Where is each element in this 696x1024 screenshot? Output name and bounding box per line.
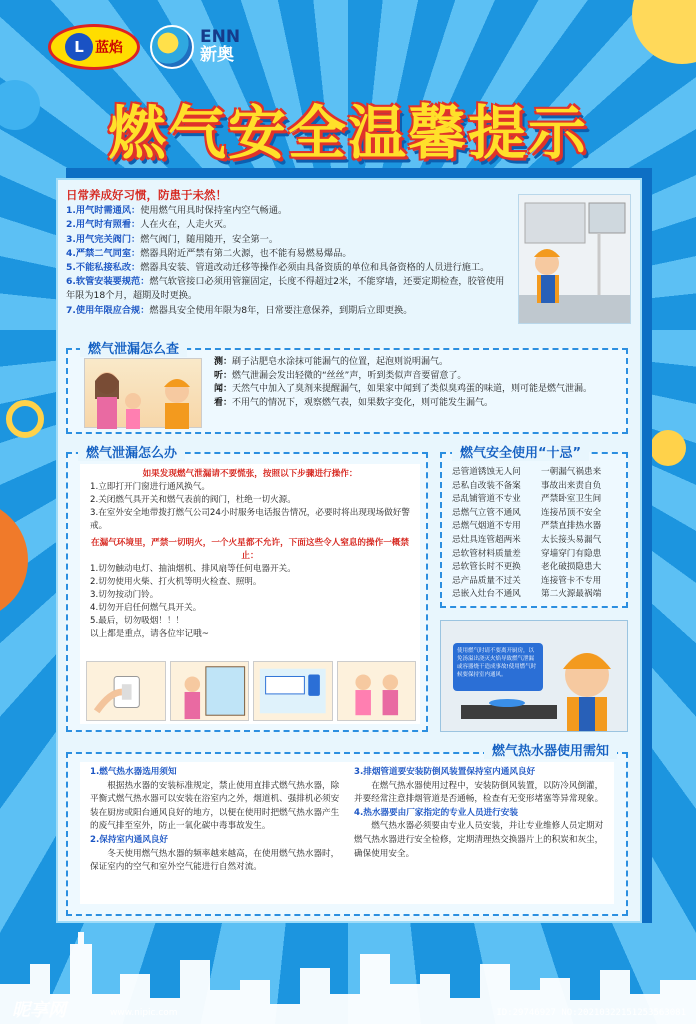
- habit-key: 2.用气时有照看：: [66, 219, 141, 231]
- enn-logo: [150, 24, 240, 70]
- open-window-icon: [171, 662, 249, 720]
- habits-section: [66, 188, 510, 318]
- leak-action-warning-1: 如果发现燃气泄漏请不要慌张，按照以下步骤进行操作：: [142, 469, 358, 479]
- lanyan-logo-mark: L: [65, 33, 93, 61]
- leak-check-item: [214, 356, 614, 370]
- leak-check-text: 天然气中加入了臭剂来提醒漏气，如果家中闻到了类似臭鸡蛋的味道，则可能是燃气泄漏。: [232, 384, 593, 394]
- heater-text: 燃气热水器必须要由专业人员安装，并让专业维修人员定期对燃气热水器进行安全检修，定期清理热交换器片上的积炭和灰尘，确保使用安全。: [354, 821, 604, 859]
- heater-heading: 2.保持室内通风良好: [90, 834, 168, 845]
- leak-check-key: 看：: [214, 397, 233, 408]
- taboo-item-right: 严禁直排热水器: [541, 521, 602, 532]
- taboo-item-left: 忌软管长时不更换: [452, 562, 521, 573]
- taboo-title: 燃气安全使用“十忌”: [452, 442, 589, 461]
- lanyan-logo: [48, 24, 140, 70]
- leak-check-key: 听：: [214, 370, 233, 381]
- habit-key: 3.用气完关阀门：: [66, 233, 141, 245]
- leak-action-step: 3.切勿按动门铃。: [90, 590, 159, 600]
- taboo-item-right: 穿墙穿门有隐患: [541, 548, 602, 559]
- heater-heading: 3.排烟管道要安装防倒风装置保持室内通风良好: [354, 767, 536, 777]
- taboo-item-right: 太长接头易漏气: [541, 534, 602, 545]
- habit-item: [66, 304, 510, 318]
- phone-call-icon: [254, 662, 332, 720]
- habit-text: 燃气软管接口必须用管箍固定，长度不得超过2米，不能穿墙，还要定期检查，胶管使用年限为18个月，超期及时更换。: [66, 276, 505, 302]
- habit-item: [66, 247, 510, 261]
- habits-list: [66, 204, 510, 318]
- heater-text: 冬天使用燃气热水器的频率越来越高，在使用燃气热水器时，保证室内的空气和室外空气能进行自然对流。: [90, 848, 340, 873]
- heater-heading: 1.燃气热水器选用须知: [90, 767, 177, 777]
- leak-action-step: 3.在室外安全地带拨打燃气公司24小时服务电话报告情况，必要时将出现现场做好警戒。: [90, 508, 410, 531]
- leak-action-step: 1.切勿触动电灯、抽油烟机、排风扇等任何电器开关。: [90, 564, 296, 574]
- leak-action-step: 1.立即打开门窗进行通风换气。: [90, 482, 210, 492]
- lanyan-logo-text: 蓝焰: [95, 40, 123, 56]
- page-title: 燃气安全温馨提示: [107, 99, 588, 167]
- safety-speech-bubble: 使用燃气时请不要离开厨房，以免汤溢出浇灭火焰导致燃气泄漏或容器烧干造成事故!使用燃气时候要保持室内通风。: [453, 643, 543, 691]
- taboo-item-right: 连接管卡不专用: [541, 575, 602, 586]
- leak-check-item: [214, 370, 614, 384]
- heater-text: 根据热水器的安装标准规定，禁止使用直排式燃气热水器，除平衡式燃气热水器可以安装在浴室内之外，烟道机、强排机必须安装在厨房或阳台通风良好的地方，以便在使用时把燃气热水器产生的废气排至室外，防止一氧化碳中毒事故发生。: [90, 780, 340, 832]
- habit-key: 1.用气时需通风：: [66, 205, 141, 217]
- habit-text: 燃器具安全使用年限为8年，日常要注意保养，到期后立即更换。: [149, 304, 413, 316]
- taboo-item-right: 严禁卧室卫生间: [541, 494, 602, 505]
- light-switch-icon: [87, 662, 165, 720]
- enn-logo-en: ENN: [200, 27, 241, 48]
- taboo-item-right: 一朝漏气祸患来: [541, 467, 602, 477]
- heater-heading: 4.热水器要由厂家指定的专业人员进行安装: [354, 807, 518, 818]
- habit-item: [66, 261, 510, 275]
- taboo-item-left: 忌嵌入灶台不通风: [452, 589, 521, 600]
- heater-column-2: [354, 766, 604, 900]
- leak-action-illustrations: [86, 661, 416, 721]
- taboo-item-right: 连接吊顶不安全: [541, 507, 602, 518]
- phone-illustration: [253, 661, 333, 721]
- habit-text: 人在火在，人走火灭。: [140, 219, 233, 231]
- leak-check-list: [214, 356, 614, 410]
- leak-action-step: 2.关闭燃气具开关和燃气表前的阀门，杜绝一切火源。: [90, 495, 296, 505]
- habit-key: 7.使用年限应合规：: [66, 304, 150, 316]
- leak-check-key: 测：: [214, 357, 233, 367]
- leak-check-item: [214, 397, 614, 411]
- stove-worker-illustration: [440, 620, 628, 732]
- habit-text: 燃器具附近严禁有第二火源，也不能有易燃易爆品。: [140, 247, 352, 259]
- leak-check-text: 不用气的情况下，观察燃气表，如果数字变化，则可能发生漏气。: [232, 397, 494, 408]
- taboo-item-right: 事故出来责自负: [541, 480, 602, 491]
- heater-title: 燃气热水器使用需知: [484, 740, 617, 759]
- taboo-item-left: 忌燃气立管不通风: [452, 507, 521, 518]
- habits-title: 日常养成好习惯，防患于未然！: [66, 188, 227, 202]
- leak-check-text: 刷子沾肥皂水涂抹可能漏气的位置，起泡则说明漏气。: [232, 357, 449, 367]
- taboo-list: [452, 466, 622, 602]
- habit-item: [66, 218, 510, 232]
- leak-action-warning-2: 在漏气环境里，严禁一切明火，一个火星都不允许，下面这些令人窒息的操作一概禁止：: [91, 538, 409, 561]
- leak-action-step: 以上都是重点，请各位牢记哦~: [90, 629, 209, 639]
- habit-key: 5.不能私接私改：: [66, 262, 141, 274]
- habit-text: 使用燃气用具时保持室内空气畅通。: [140, 205, 288, 217]
- habit-text: 燃器具安装、管道改动迁移等操作必须由具备资质的单位和具备资格的人员进行施工。: [140, 262, 490, 274]
- taboo-item-left: 忌管道锈蚀无人问: [452, 467, 521, 477]
- taboo-item-left: 忌私自改装不备案: [452, 480, 521, 491]
- family-icon: [85, 359, 203, 429]
- leak-action-steps-2: [90, 563, 410, 641]
- taboo-item-left: 忌软管材料质量差: [452, 548, 521, 559]
- warning-illustration: [337, 661, 417, 721]
- leak-action-title: 燃气泄漏怎么办: [78, 442, 185, 461]
- taboo-item-left: 忌燃气烟道不专用: [452, 521, 521, 532]
- leak-action-step: 5.最后，切勿吸烟！！！: [90, 616, 185, 626]
- family-warning-icon: [338, 662, 416, 720]
- worker-kitchen-icon: [519, 195, 631, 324]
- taboo-item-left: 忌产品质量不过关: [452, 575, 521, 586]
- habit-text: 燃气阀门，随用随开，安全第一。: [140, 233, 279, 245]
- kitchen-illustration: [518, 194, 631, 324]
- leak-check-item: [214, 383, 614, 397]
- ring-decoration: [6, 400, 44, 438]
- family-illustration: [84, 358, 202, 428]
- watermark-id: ID:29746927 NO:20210322151253563081: [496, 1008, 686, 1018]
- enn-logo-icon: [150, 25, 194, 69]
- leak-action-step: 4.切勿开启任何燃气具开关。: [90, 603, 202, 613]
- habit-key: 4.严禁二气同室：: [66, 247, 141, 259]
- switch-illustration: [86, 661, 166, 721]
- taboo-item-right: 第二火源最祸端: [541, 589, 602, 600]
- habit-item: [66, 233, 510, 247]
- habit-item: [66, 204, 510, 218]
- leak-check-text: 燃气泄漏会发出轻微的“丝丝”声，听到类似声音要留意了。: [232, 370, 467, 381]
- heater-body: [80, 762, 614, 904]
- window-illustration: [170, 661, 250, 721]
- leak-check-title: 燃气泄漏怎么查: [80, 338, 187, 357]
- watermark-brand: 昵享网: [12, 1000, 66, 1021]
- leak-action-step: 2.切勿使用火柴、打火机等明火检查、照明。: [90, 577, 262, 587]
- taboo-item-left: 忌乱铺管道不专业: [452, 494, 521, 505]
- habit-key: 6.软管安装要规范：: [66, 276, 150, 288]
- yellow-dot-decoration: [650, 430, 686, 466]
- taboo-item-right: 老化破损隐患大: [541, 562, 602, 573]
- taboo-item-left: 忌灶具连管超两米: [452, 534, 521, 545]
- heater-text: 在燃气热水器使用过程中，安装防倒风装置，以防冷风倒灌，并要经常注意排烟管道是否通畅，检查有无变形堵塞等异常现象。: [354, 780, 604, 805]
- watermark-site: www.nipic.com: [110, 1008, 178, 1018]
- enn-logo-cn: 新奥: [200, 45, 234, 65]
- heater-column-1: [90, 766, 340, 900]
- habit-item: [66, 275, 510, 303]
- leak-check-key: 闻：: [214, 384, 233, 394]
- leak-action-steps-1: [90, 481, 410, 533]
